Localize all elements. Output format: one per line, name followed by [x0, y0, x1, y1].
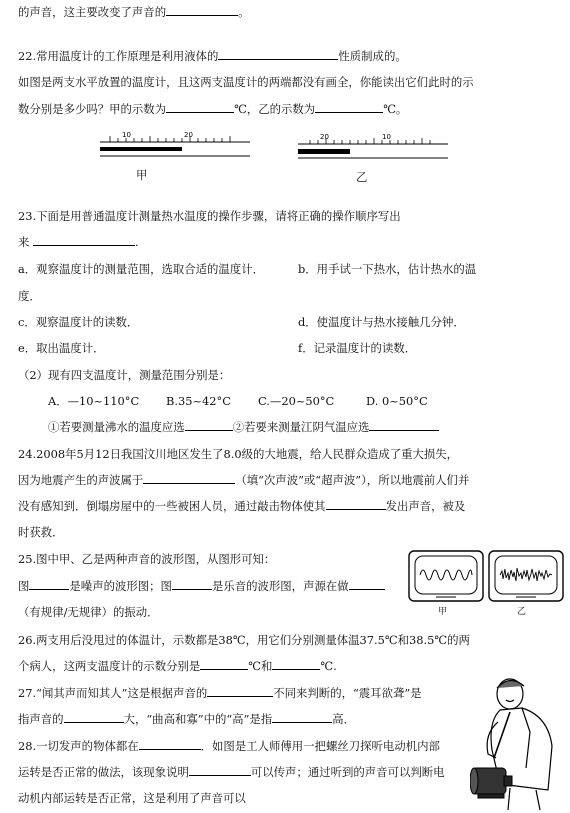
q24-text: 因为地震产生的声波属于 — [18, 473, 144, 487]
liquid-column — [298, 149, 350, 154]
q23-choice-b: B.35~42°C — [166, 394, 231, 408]
q22-text: 数分别是多少吗？甲的示数为 — [18, 102, 167, 116]
q23-line1: 23.下面是用普通温度计测量热水温度的操作步骤，请将正确的操作顺序写出 — [18, 209, 401, 223]
q27-text: 高． — [332, 712, 355, 726]
q23-fill-1: ①若要测量沸水的温度应选 — [48, 420, 185, 434]
q27-text: 不同来判断的，“震耳欲聋”是 — [273, 686, 422, 700]
q28-blank-medium[interactable] — [189, 764, 251, 776]
tick-label: 20 — [320, 133, 329, 141]
q28-text: ．如图是工人师傅用一把螺丝刀探听电动机内部 — [200, 739, 440, 753]
q23-blank-2[interactable] — [369, 419, 439, 431]
q23-option-a: a．观察温度计的测量范围，选取合适的温度计． — [18, 262, 264, 276]
q24-line4: 时获救． — [18, 525, 64, 539]
q23-line2 — [18, 234, 139, 250]
q23-choice-a: A．—10~110°C — [48, 394, 140, 408]
q25-blank-noise[interactable] — [29, 578, 69, 590]
q23-fill-line — [48, 419, 439, 435]
thermometer-jia — [100, 128, 250, 162]
q22-text: 性质制成的。 — [338, 49, 407, 63]
q24-blank-vibrate[interactable] — [326, 498, 386, 510]
q22-line2: 如图是两支水平放置的温度计，且这两支温度计的两端都没有画全，你能读出它们此时的示 — [18, 75, 474, 89]
tick-label: 20 — [184, 131, 193, 139]
q25-line3: （有规律/无规律）的振动． — [18, 605, 159, 619]
q28-line2 — [18, 764, 445, 780]
q23-text: 来 — [18, 235, 30, 249]
q24-line2 — [18, 472, 469, 488]
q27-line1 — [18, 685, 422, 701]
liquid-column — [100, 147, 182, 151]
thermometer-yi — [298, 130, 448, 164]
q27-blank-loudness[interactable] — [64, 711, 124, 723]
caption-wave-yi: 乙 — [517, 607, 527, 617]
q23-option-d: d．使温度计与热水接触几分钟． — [298, 315, 465, 329]
tick-label: 10 — [122, 131, 131, 139]
q22-blank-property[interactable] — [218, 48, 338, 60]
q25-text: 图 — [18, 579, 30, 593]
q28-text: 可以传声；通过听到的声音可以判断电 — [250, 765, 445, 779]
q23-option-c: c．观察温度计的读数． — [18, 315, 139, 329]
q25-line1: 25.图中甲、乙是两种声音的波形图，从图形可知： — [18, 552, 276, 566]
q22-text: 22.常用温度计的工作原理是利用液体的 — [18, 49, 219, 63]
worker-listening-illustration — [470, 672, 566, 812]
q28-line1 — [18, 738, 440, 754]
q23-sub2: （2）现有四支温度计，测量范围分别是： — [18, 368, 231, 382]
q24-line3 — [18, 498, 465, 514]
q23-fill-2: ②若要来测量江阴气温应选 — [232, 420, 370, 434]
q21-line — [18, 4, 250, 20]
q25-text: 是乐音的波形图，声源在做 — [211, 579, 349, 593]
q26-text: ℃和 — [248, 659, 273, 673]
q22-text: ℃。 — [383, 102, 408, 116]
q23-blank-1[interactable] — [185, 419, 233, 431]
q26-text: ℃. — [320, 659, 337, 673]
q22-blank-jia[interactable] — [166, 101, 234, 113]
q22-text: ℃，乙的示数为 — [234, 102, 316, 116]
q25-line2 — [18, 578, 385, 594]
q28-text: 运转是否正常的做法，该现象说明 — [18, 765, 189, 779]
q23-text: . — [135, 235, 139, 249]
q24-text: 没有感知到．倒塌房屋中的一些被困人员，通过敲击物体使其 — [18, 499, 326, 513]
q25-blank-music[interactable] — [172, 578, 212, 590]
q23-choice-c: C.—20~50°C — [258, 394, 335, 408]
q21-answer-blank[interactable] — [166, 4, 238, 16]
q22-blank-yi[interactable] — [315, 101, 383, 113]
q26-text: 个病人，这两支温度计的示数分别是 — [18, 659, 201, 673]
tick-label: 10 — [382, 133, 391, 141]
caption-jia: 甲 — [136, 168, 148, 182]
q24-text: 发出声音，被及 — [385, 499, 466, 513]
caption-wave-jia: 甲 — [438, 607, 448, 617]
q26-line2 — [18, 658, 337, 674]
waveform-yi-monitor — [488, 550, 564, 602]
q22-line3 — [18, 101, 407, 117]
q23-option-e: e．取出温度计． — [18, 341, 105, 355]
q21-text-end: 。 — [238, 5, 250, 19]
q27-text: 指声音的 — [18, 712, 64, 726]
q23-option-b-cont: 度． — [18, 289, 41, 303]
q23-option-f: f．记录温度计的读数． — [298, 341, 417, 355]
q28-blank-vibrating[interactable] — [139, 738, 201, 750]
waveform-jia-monitor — [408, 550, 484, 602]
q24-line1: 24.2008年5月12日我国汶川地区发生了8.0级的大地震，给人民群众造成了重大损失， — [18, 447, 459, 461]
q25-blank-regular[interactable] — [349, 578, 385, 590]
q23-choice-d: D. 0~50°C — [366, 394, 428, 408]
q25-text: 是噪声的波形图；图 — [69, 579, 172, 593]
q27-line2 — [18, 711, 355, 727]
q27-blank-timbre[interactable] — [207, 685, 273, 697]
q26-blank-2[interactable] — [272, 658, 320, 670]
q23-order-blank[interactable] — [33, 234, 135, 246]
caption-yi: 乙 — [356, 170, 368, 184]
q27-text: 27.“闻其声而知其人”这是根据声音的 — [18, 686, 208, 700]
q23-option-b: b．用手试一下热水，估计热水的温 — [298, 262, 477, 276]
q28-line3: 动机内部运转是否正常，这是利用了声音可以 — [18, 791, 246, 805]
q24-text: （填“次声波”或“超声波”），所以地震前人们并 — [235, 473, 470, 487]
q26-line1: 26.两支用后没甩过的体温计，示数都是38℃，用它们分别测量体温37.5℃和38.5℃的两 — [18, 633, 470, 647]
q27-blank-pitch[interactable] — [272, 711, 332, 723]
q24-blank-wave[interactable] — [143, 472, 235, 484]
q21-text: 的声音，这主要改变了声音的 — [18, 5, 167, 19]
q28-text: 28.一切发声的物体都在 — [18, 739, 139, 753]
q26-blank-1[interactable] — [200, 658, 248, 670]
q27-text: 大，“曲高和寡”中的“高”是指 — [123, 712, 273, 726]
q22-line1 — [18, 48, 407, 64]
